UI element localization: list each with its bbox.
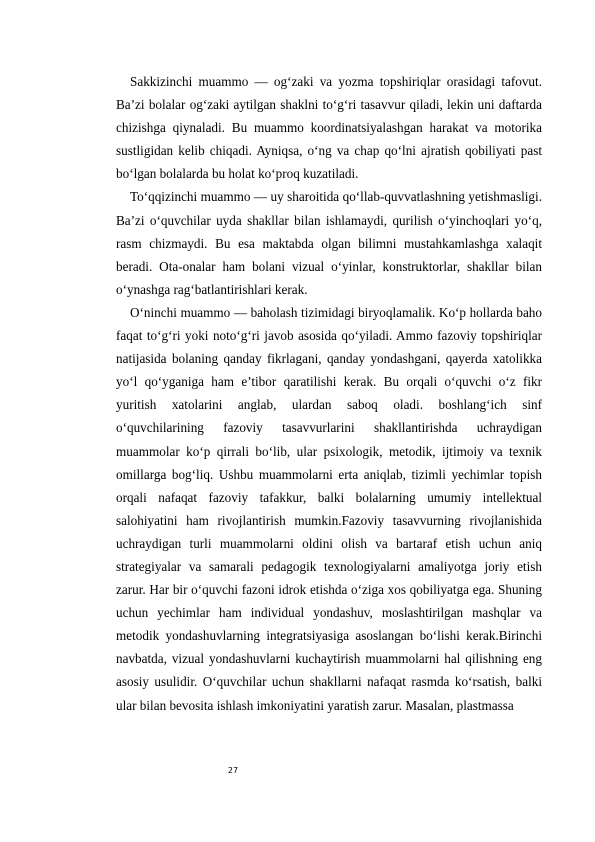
document-body [116, 70, 542, 717]
paragraph-tenth-problem: O‘ninchi muammo — baholash tizimidagi biryoqlamalik. Ko‘p hollarda baho faqat to‘g‘ri yoki noto‘g‘ri javob asosida qo‘yiladi. Ammo fazoviy topshiriqlar natijasida bolaning qanday fikrlagani, qanday yondashgani, qayerda xatolikka yo‘l qo‘yganiga ham e’tibor qaratilishi kerak. Bu orqali o‘quvchi o‘z fikr yuritish xatolarini anglab, ulardan saboq oladi. boshlang‘ich sinf o‘quvchilarining fazoviy tasavvurlarini shakllantirishda uchraydigan muammolar ko‘p qirrali bo‘lib, ular psixologik, metodik, ijtimoiy va texnik omillarga bog‘liq. Ushbu muammolarni erta aniqlab, tizimli yechimlar topish orqali nafaqat fazoviy tafakkur, balki bolalarning umumiy intellektual salohiyatini ham rivojlantirish mumkin.Fazoviy tasavvurning rivojlanishida uchraydigan turli muammolarni oldini olish va bartaraf etish uchun aniq strategiyalar va samarali pedagogik texnologiyalarni amaliyotga joriy etish zarur. Har bir o‘quvchi fazoni idrok etishda o‘ziga xos qobiliyatga ega. Shuning uchun yechimlar ham individual yondashuv, moslashtirilgan mashqlar va metodik yondashuvlarning integratsiyasiga asoslangan bo‘lishi kerak.Birinchi navbatda, vizual yondashuvlarni kuchaytirish muammolarni hal qilishning eng asosiy usulidir. O‘quvchilar uchun shakllarni nafaqat rasmda ko‘rsatish, balki ular bilan bevosita ishlash imkoniyatini yaratish zarur. Masalan, plastmassa [116, 304, 542, 713]
paragraph-ninth-problem: To‘qqizinchi muammo — uy sharoitida qo‘llab-quvvatlashning yetishmasligi. Ba’zi o‘quvchilar uyda shakllar bilan ishlamaydi, qurilish o‘yinchoqlari yo‘q, rasm chizmaydi. Bu esa maktabda olgan bilimni mustahkamlashga xalaqit beradi. Ota-onalar ham bolani vizual o‘yinlar, konstruktorlar, shakllar bilan o‘ynashga rag‘batlantirishlari kerak. [116, 189, 542, 297]
paragraph-eighth-problem: Sakkizinchi muammo — og‘zaki va yozma topshiriqlar orasidagi tafovut. Ba’zi bolalar og‘zaki aytilgan shaklni to‘g‘ri tasavvur qiladi, lekin uni daftarda chizishga qiynaladi. Bu muammo koordinatsiyalashgan harakat va motorika sustligidan kelib chiqadi. Ayniqsa, o‘ng va chap qo‘lni ajratish qobiliyati past bo‘lgan bolalarda bu holat ko‘proq kuzatiladi. [116, 74, 542, 182]
page-number: 27 [227, 766, 239, 775]
